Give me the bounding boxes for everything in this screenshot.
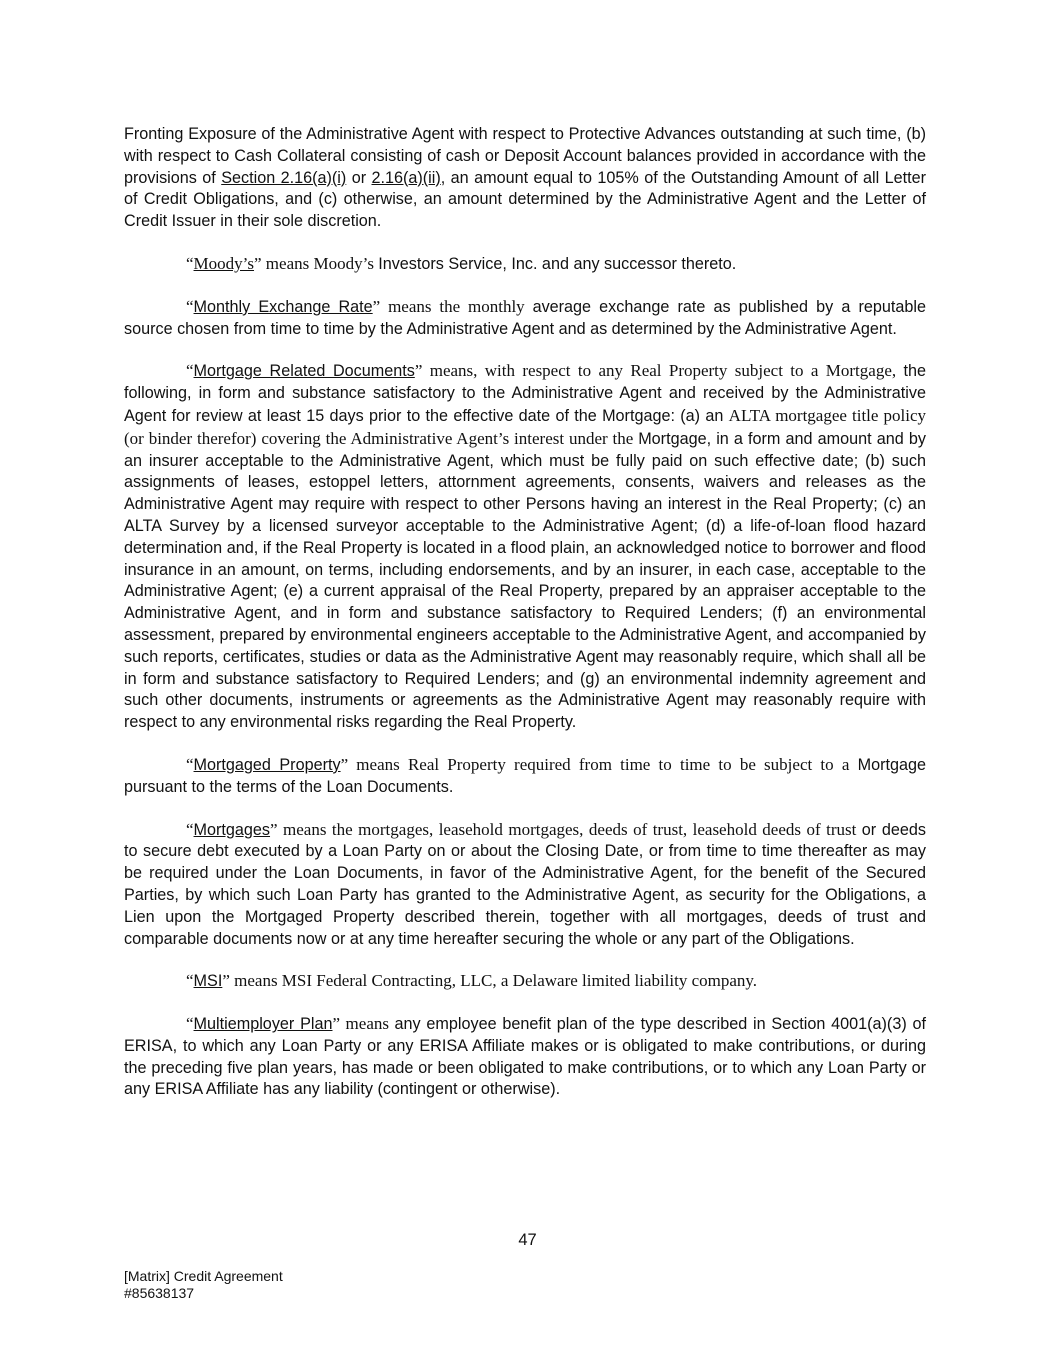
definition-mortgaged-property: “Mortgaged Property” means Real Property required from time to time to be subject to a Mortgage pursuant to the terms of the Loan Documents. <box>124 754 926 796</box>
definition-multiemployer-plan: “Multiemployer Plan” means any employee benefit plan of the type described in Section 4001(a)(3) of ERISA, to which any Loan Party or any ERISA Affiliate makes or is obligated to make contributions, or during the preceding five plan years, has made or been obligated to make contributions, or to which any Loan Party or any ERISA Affiliate has any liability (contingent or otherwise). <box>124 1014 926 1099</box>
section-reference-link[interactable]: 2.16(a)(ii) <box>371 168 441 187</box>
definition-mortgage-related-documents: “Mortgage Related Documents” means, with respect to any Real Property subject to a Mortgage, the following, in form and substance satisfactory to the Administrative Agent and received by the Administrative Agent for review at least 15 days prior to the effective date of the Mortgage: (a) an ALTA mortgagee title policy (or binder therefor) covering the Administrative Agent’s interest under the Mortgage, in a form and amount and by an insurer acceptable to the Administrative Agent, which must be fully paid on such effective date; (b) such assignments of leases, estoppel letters, attornment agreements, consents, waivers and releases as the Administrative Agent may require with respect to other Persons having an interest in the Real Property; (c) an ALTA Survey by a licensed surveyor acceptable to the Administrative Agent; (d) a life-of-loan flood hazard determination and, if the Real Property is located in a flood plain, an acknowledged notice to borrower and flood insurance in an amount, on terms, including endorsements, and by an insurer, in each case, acceptable to the Administrative Agent; (e) a current appraisal of the Real Property, prepared by an appraiser acceptable to the Administrative Agent, and in form and substance satisfactory to Required Lenders; (f) an environmental assessment, prepared by environmental engineers acceptable to the Administrative Agent, and accompanied by such reports, certificates, studies or data as the Administrative Agent may reasonably require, which shall all be in form and substance satisfactory to Required Lenders; and (g) an environmental indemnity agreement and such other documents, instruments or agreements as the Administrative Agent may reasonably require with respect to any environmental risks regarding the Real Property. <box>124 361 926 732</box>
defined-term: Moody’s <box>193 253 255 273</box>
definition-monthly-exchange-rate: “Monthly Exchange Rate” means the monthly average exchange rate as published by a reputable source chosen from time to time by the Administrative Agent and as determined by the Administrative Agent. <box>124 296 926 338</box>
defined-term: MSI <box>193 972 223 991</box>
footer-document-id: #85638137 <box>124 1285 195 1301</box>
definition-moodys: “Moody’s” means Moody’s Investors Service, Inc. and any successor thereto. <box>186 253 737 273</box>
defined-term: Multiemployer Plan <box>193 1015 333 1034</box>
document-body <box>124 124 926 1121</box>
intro-paragraph: Fronting Exposure of the Administrative Agent with respect to Protective Advances outstanding at such time, (b) with respect to Cash Collateral consisting of cash or Deposit Account balances provided in accordance with the provisions of Section 2.16(a)(i) or 2.16(a)(ii), an amount equal to 105% of the Outstanding Amount of all Letter of Credit Obligations, and (c) otherwise, an amount determined by the Administrative Agent and the Letter of Credit Issuer in their sole discretion. <box>124 125 926 231</box>
defined-term: Mortgages <box>193 820 271 839</box>
defined-term: Monthly Exchange Rate <box>193 297 373 316</box>
section-reference-link[interactable]: Section 2.16(a)(i) <box>221 168 347 187</box>
definition-msi: “MSI” means MSI Federal Contracting, LLC, a Delaware limited liability company. <box>186 971 758 991</box>
document-footer <box>124 1268 283 1302</box>
page-number: 47 <box>518 1231 537 1249</box>
defined-term: Mortgage Related Documents <box>193 362 415 381</box>
definition-mortgages: “Mortgages” means the mortgages, leasehold mortgages, deeds of trust, leasehold deeds of trust or deeds to secure debt executed by a Loan Party on or about the Closing Date, or from time to time thereafter as may be required under the Loan Documents, in favor of the Administrative Agent, for the benefit of the Secured Parties, by which such Loan Party has granted to the Administrative Agent, as security for the Obligations, a Lien upon the Mortgaged Property described therein, together with all mortgages, deeds of trust and comparable documents now or at any time hereafter securing the whole or any part of the Obligations. <box>124 819 926 948</box>
defined-term: Mortgaged Property <box>193 755 341 774</box>
footer-document-title: [Matrix] Credit Agreement <box>124 1268 283 1284</box>
